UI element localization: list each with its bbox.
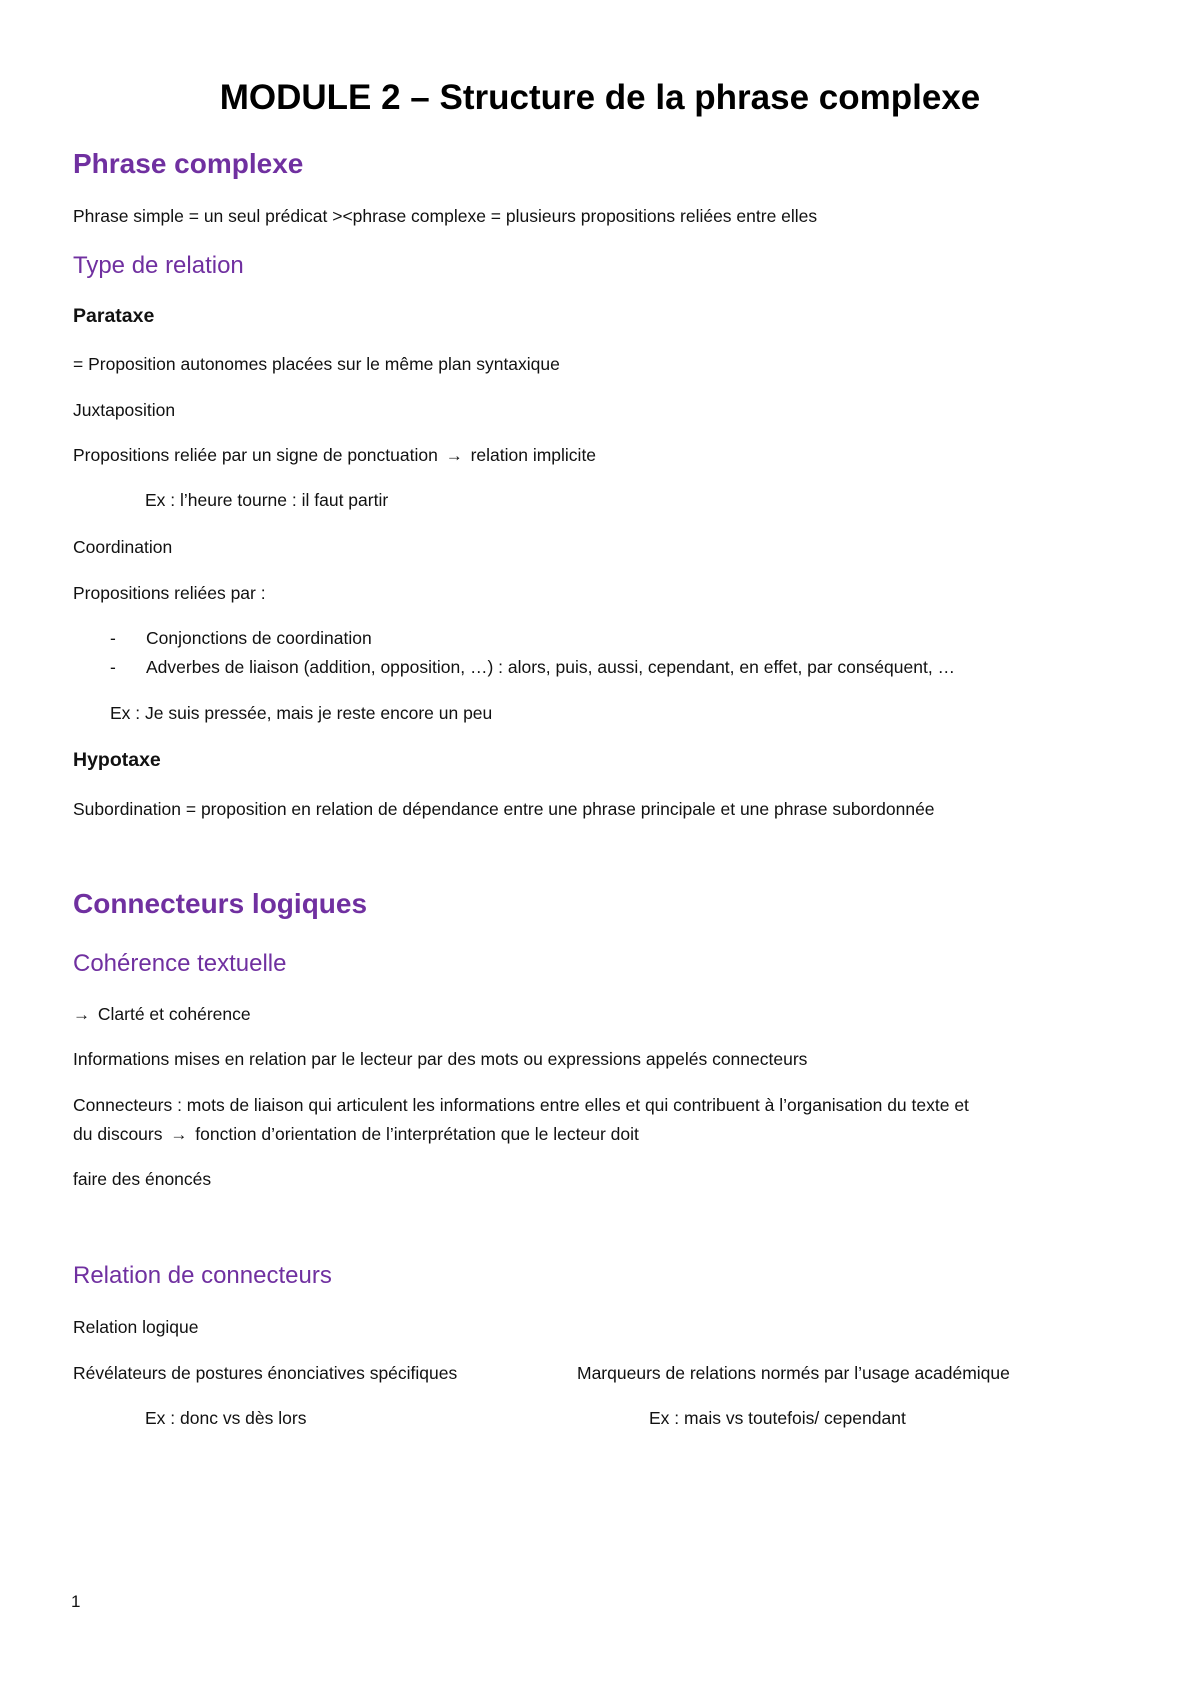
heading-phrase-complexe: Phrase complexe bbox=[73, 148, 304, 179]
coordination-item-2: Adverbes de liaison (addition, opposition, …) : alors, puis, aussi, cependant, en effet, par conséquent, … bbox=[146, 657, 956, 677]
connecteurs-definition-line2 bbox=[73, 1124, 639, 1145]
juxtaposition-text-before: Propositions reliée par un signe de ponctuation bbox=[73, 445, 438, 465]
heading-connecteurs-logiques: Connecteurs logiques bbox=[73, 888, 368, 919]
heading-parataxe: Parataxe bbox=[73, 305, 155, 327]
relation-example-1: Ex : donc vs dès lors bbox=[145, 1408, 307, 1428]
heading-coherence-textuelle: Cohérence textuelle bbox=[73, 950, 287, 977]
hypotaxe-definition: Subordination = proposition en relation de dépendance entre une phrase principale et une phrase subordonnée bbox=[73, 799, 935, 819]
juxtaposition-example: Ex : l’heure tourne : il faut partir bbox=[145, 490, 389, 510]
juxtaposition-text bbox=[73, 445, 596, 466]
document-title: MODULE 2 – Structure de la phrase complexe bbox=[219, 78, 981, 117]
coherence-point-text: Clarté et cohérence bbox=[97, 1004, 251, 1024]
relation-example-2: Ex : mais vs toutefois/ cependant bbox=[649, 1408, 906, 1428]
connecteurs-definition-line3: faire des énoncés bbox=[73, 1169, 212, 1189]
juxtaposition-text-after: relation implicite bbox=[470, 445, 597, 465]
arrow-right-icon: → bbox=[170, 1125, 188, 1144]
coherence-point bbox=[73, 1004, 251, 1025]
arrow-right-icon: → bbox=[73, 1005, 90, 1024]
connecteurs-line2-before: du discours bbox=[73, 1124, 163, 1144]
definition-phrase-simple: Phrase simple = un seul prédicat ><phrase complexe = plusieurs propositions reliées entre elles bbox=[73, 206, 818, 226]
bullet-dash-icon: - bbox=[110, 657, 116, 677]
bullet-dash-icon: - bbox=[110, 628, 116, 648]
coordination-label: Coordination bbox=[73, 537, 173, 557]
coordination-item-1: Conjonctions de coordination bbox=[146, 628, 372, 648]
relation-col1: Révélateurs de postures énonciatives spécifiques bbox=[73, 1363, 458, 1383]
arrow-right-icon: → bbox=[445, 446, 463, 465]
relation-col2: Marqueurs de relations normés par l’usage académique bbox=[577, 1363, 1010, 1383]
page-number: 1 bbox=[71, 1592, 81, 1611]
heading-hypotaxe: Hypotaxe bbox=[73, 749, 161, 771]
juxtaposition-label: Juxtaposition bbox=[73, 400, 176, 420]
parataxe-definition: = Proposition autonomes placées sur le même plan syntaxique bbox=[73, 354, 560, 374]
heading-relation-de-connecteurs: Relation de connecteurs bbox=[73, 1262, 332, 1289]
coordination-example: Ex : Je suis pressée, mais je reste encore un peu bbox=[110, 703, 493, 723]
coherence-info: Informations mises en relation par le lecteur par des mots ou expressions appelés connecteurs bbox=[73, 1049, 808, 1069]
relation-logique-label: Relation logique bbox=[73, 1317, 199, 1337]
connecteurs-definition-line1: Connecteurs : mots de liaison qui articulent les informations entre elles et qui contribuent à l’organisation du texte et bbox=[73, 1095, 969, 1115]
coordination-intro: Propositions reliées par : bbox=[73, 583, 266, 603]
heading-type-de-relation: Type de relation bbox=[73, 252, 244, 279]
connecteurs-line2-after: fonction d’orientation de l’interprétation que le lecteur doit bbox=[195, 1124, 639, 1144]
